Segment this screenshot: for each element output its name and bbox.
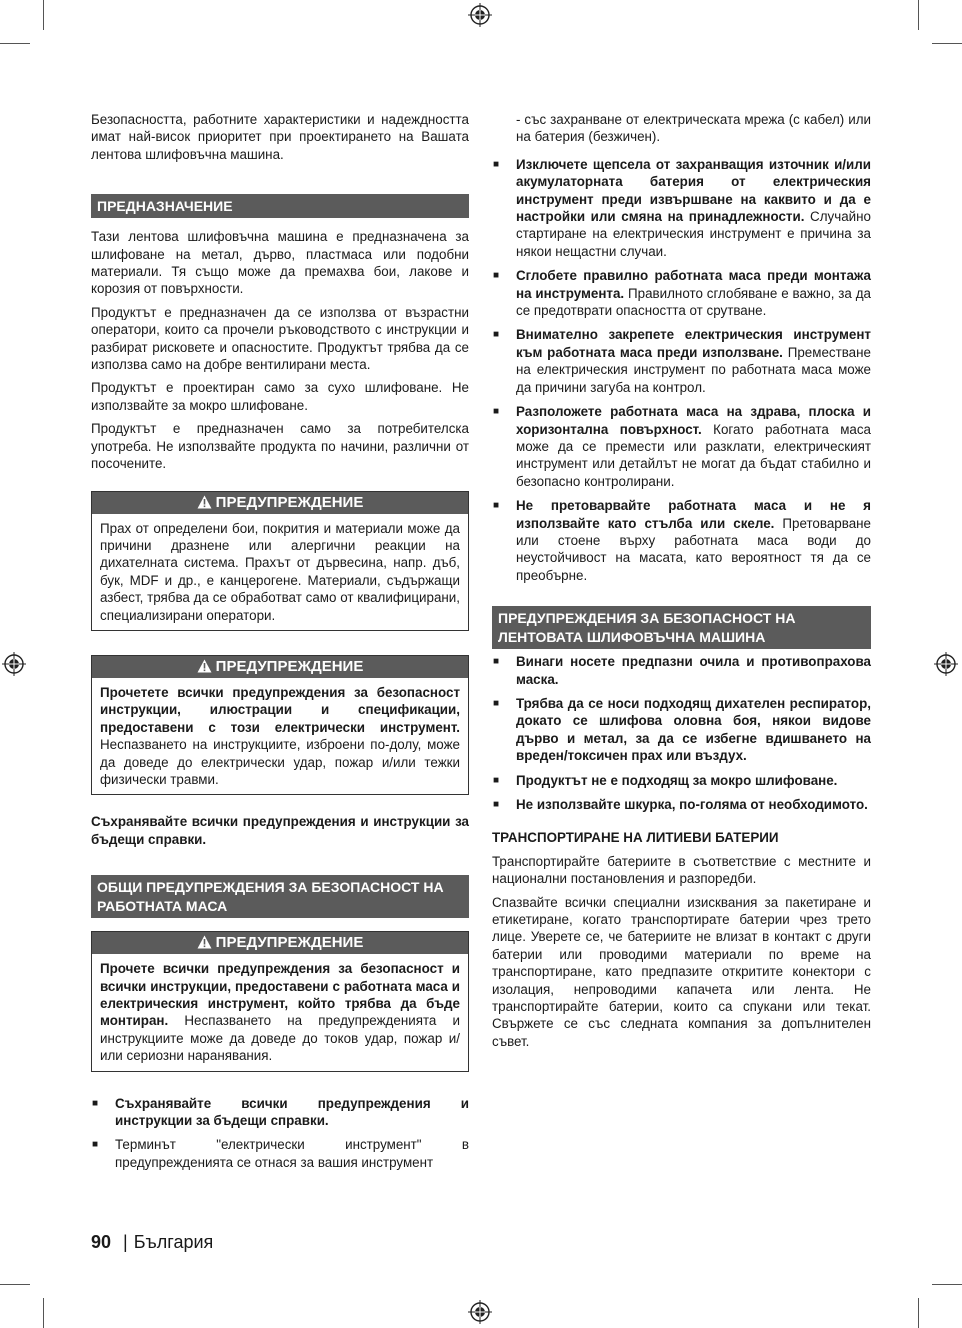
- warning-header: [92, 656, 468, 678]
- transport-paragraph: Транспортирайте батериите в съответствие с местните и национални постановления и разпоредби.: [492, 853, 871, 887]
- transport-paragraph: Спазвайте всички специални изисквания за пакетиране и етикетиране, когато транспортирате батерии чрез трето лице. Уверете се, че батериите не влизат в контакт с други батерии или проводими материали по време на транспортиране, като предпазите откритите конектори с изолация, непроводими капачета или лента. Не транспортирайте батерии, които са спукани или текат. Свържете се със следната компания за допълнителен съвет.: [492, 894, 871, 1049]
- list-item: ■ Съхранявайте всички предупреждения и инструкции за бъдещи справки.: [92, 1095, 469, 1129]
- warning-triangle-icon: [197, 659, 212, 673]
- sander-bullet-list: [492, 653, 871, 813]
- purpose-paragraph: Тази лентова шлифовъчна машина е предназначена за шлифоване на метал, дърво, пластмаса или подобни материали. Тя също може да премахва бои, лакове и корозия от повърхности.: [91, 229, 469, 297]
- purpose-heading: ПРЕДНАЗНАЧЕНИЕ: [91, 194, 469, 218]
- footer-language: България: [133, 1232, 214, 1252]
- crop-mark: [918, 1298, 919, 1328]
- general-bullet-list: [91, 1095, 469, 1172]
- warning-text: Прах от определени бои, покрития и материали може да причини дразнене или алергични реакции на дихателната система. Прахът от дървесина, напр. дъб, бук, MDF и др., е канцерогене. Материали, съдържащи азбест, трябва да се обработват само от квалифицирани, специализирани оператори.: [100, 520, 460, 623]
- crop-mark: [0, 1284, 30, 1285]
- crop-mark: [43, 1298, 44, 1328]
- intro-paragraph: Безопасността, работните характеристики и надеждността имат най-висок приоритет при проектирането на Вашата лентова шлифовъчна машина.: [91, 112, 469, 162]
- warning-triangle-icon: [197, 935, 212, 949]
- warning-bold-text: Прочете всички предупреждения за безопасност и всички инструкции, предоставени с работната маса и електрическия инструмент, който трябва да бъде монтиран.: [100, 961, 460, 1029]
- left-column: [91, 111, 469, 1178]
- list-item: ■ Не използвайте шкурка, по-голяма от необходимото.: [493, 797, 868, 812]
- list-item: ■ Разположете работната маса на здрава, плоска и хоризонтална повърхност. Когато работната маса може да се премести или разклати, електрическият инструмент или детайлът не могат да бъдат стабилно и безопасно контролирани.: [493, 404, 871, 489]
- warning-title: ПРЕДУПРЕЖДЕНИЕ: [215, 493, 364, 511]
- list-item: ■ Терминът "електрически инструмент" в предупрежденията се отнася за вашия инструмент: [92, 1137, 469, 1170]
- list-item: ■ Винаги носете предпазни очила и противопрахова маска.: [493, 654, 871, 687]
- warning-text: Неспазването на предупрежденията и инструкциите може да доведе до токов удар, пожар и/или сериозни наранявания.: [100, 1013, 460, 1064]
- warning-title: ПРЕДУПРЕЖДЕНИЕ: [215, 657, 364, 675]
- general-safety-heading: ОБЩИ ПРЕДУПРЕЖДЕНИЯ ЗА БЕЗОПАСНОСТ НА РАБОТНАТА МАСА: [91, 875, 469, 918]
- crop-mark: [932, 1284, 962, 1285]
- registration-mark-bottom: [468, 1300, 492, 1324]
- crop-mark: [932, 43, 962, 44]
- crop-mark: [918, 0, 919, 30]
- warning-header: [92, 932, 468, 954]
- continuation-text: - със захранване от електрическата мрежа (с кабел) или на батерия (безжичен).: [516, 112, 871, 145]
- list-item: ■ Внимателно закрепете електрическия инструмент към работната маса преди използване. Преместване на електрическия инструмент по работната маса може да причини загуба на контрол.: [493, 327, 871, 395]
- purpose-paragraph: Продуктът е предназначен само за потребителска употреба. Не използвайте продукта по начини, различни от посочените.: [91, 421, 469, 472]
- right-column: [492, 111, 871, 1056]
- list-item: ■ Изключете щепсела от захранващия източник и/или акумулаторната батерия от електрическия инструмент преди извършване на каквито и да е настройки или смяна на принадлежности. Случайно стартиране на електрическия инструмент е причина за някои нещастни случаи.: [493, 156, 871, 259]
- worktable-bullet-list: [492, 156, 871, 584]
- warning-box-dust: [91, 491, 469, 631]
- warning-title: ПРЕДУПРЕЖДЕНИЕ: [215, 934, 364, 952]
- list-item: ■ Трябва да се носи подходящ дихателен респиратор, докато се шлифова оловна боя, някои видове дърво и метал, за да се избегне вдишването на вреден/токсичен прах или въздух.: [493, 695, 871, 764]
- registration-mark-left: [2, 652, 26, 676]
- warning-box-worktable: [91, 931, 469, 1071]
- purpose-paragraph: Продуктът е проектиран само за сухо шлифоване. Не използвайте за мокро шлифоване.: [91, 380, 469, 413]
- keep-instructions-text: Съхранявайте всички предупреждения и инструкции за бъдещи справки.: [91, 814, 469, 847]
- sander-safety-heading: ПРЕДУПРЕЖДЕНИЯ ЗА БЕЗОПАСНОСТ НА ЛЕНТОВАТА ШЛИФОВЪЧНА МАШИНА: [492, 606, 871, 649]
- list-item: ■ Сглобете правилно работната маса преди монтажа на инструмента. Правилното сглобяване е важно, за да се предотврати опасността от срутване.: [493, 268, 871, 319]
- warning-bold-text: Прочетете всички предупреждения за безопасност инструкции, илюстрации и спецификации, предоставени с този електрически инструмент.: [100, 684, 460, 735]
- warning-triangle-icon: [197, 495, 212, 509]
- list-item: ■ Не претоварвайте работната маса и не я използвайте като стълба или скеле. Претоварване или стоене върху работната маса води до неустойчивост на масата, като вероятност тя да се преобърне.: [493, 498, 871, 583]
- purpose-paragraph: Продуктът е предназначен да се използва от възрастни оператори, които са прочели ръководството с инструкции и разбират рисковете и опасностите. Продуктът трябва да се използва само на добре вентилирани места.: [91, 304, 469, 373]
- crop-mark: [43, 0, 44, 30]
- page-number: 90: [91, 1232, 112, 1252]
- list-item: ■ Продуктът не е подходящ за мокро шлифоване.: [493, 772, 838, 788]
- crop-mark: [0, 43, 30, 44]
- page-footer: 90 | България: [91, 1232, 214, 1252]
- warning-text: Неспазването на инструкциите, изброени по-долу, може да доведе до електрически удар, пожар и/или тежки физически травми.: [100, 737, 460, 787]
- warning-box-read-instructions: [91, 655, 469, 795]
- warning-header: [92, 492, 468, 514]
- transport-heading: ТРАНСПОРТИРАНЕ НА ЛИТИЕВИ БАТЕРИИ: [492, 830, 779, 846]
- registration-mark-top: [468, 3, 492, 27]
- registration-mark-right: [934, 652, 958, 676]
